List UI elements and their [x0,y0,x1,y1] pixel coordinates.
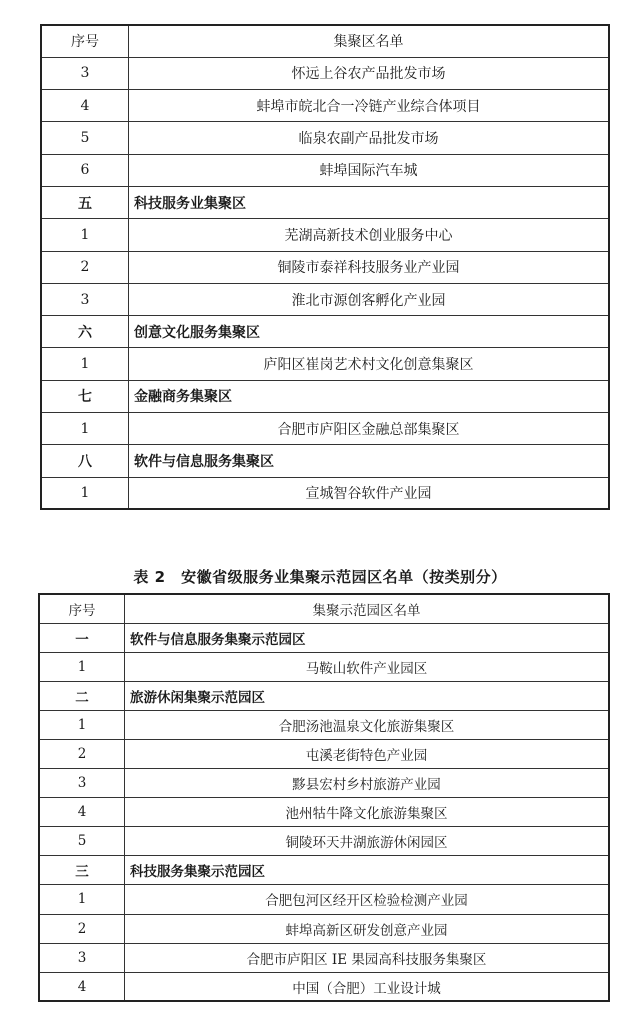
category-name: 金融商务集聚区 [129,380,610,412]
row-number: 4 [39,798,125,827]
demo-park-list-table [38,593,610,1002]
table-row [41,219,609,251]
park-name: 铜陵环天井湖旅游休闲园区 [125,827,610,856]
park-name: 池州牯牛降文化旅游集聚区 [125,798,610,827]
row-number: 一 [39,623,125,652]
category-row [39,856,609,885]
park-name: 蚌埠国际汽车城 [129,154,610,186]
table-row [41,477,609,509]
row-number: 3 [39,943,125,972]
table-row [41,154,609,186]
table-row [41,122,609,154]
park-name: 黟县宏村乡村旅游产业园 [125,769,610,798]
category-name: 创意文化服务集聚区 [129,316,610,348]
park-name: 铜陵市泰祥科技服务业产业园 [129,251,610,283]
category-name: 软件与信息服务集聚示范园区 [125,623,610,652]
cluster-list-table [40,24,610,510]
category-row [39,681,609,710]
row-number: 3 [39,769,125,798]
header-name: 集聚示范园区名单 [125,594,610,623]
category-name: 科技服务业集聚区 [129,186,610,218]
table-row [41,57,609,89]
park-name: 合肥市庐阳区金融总部集聚区 [129,413,610,445]
table-row [41,90,609,122]
row-number: 1 [41,477,129,509]
park-name: 庐阳区崔岗艺术村文化创意集聚区 [129,348,610,380]
row-number: 2 [39,739,125,768]
table-row [39,798,609,827]
park-name: 合肥市庐阳区 IE 果园高科技服务集聚区 [125,943,610,972]
row-number: 1 [41,348,129,380]
header-number: 序号 [39,594,125,623]
table-row [39,943,609,972]
table-row [41,413,609,445]
table-row [39,739,609,768]
row-number: 二 [39,681,125,710]
park-name: 怀远上谷农产品批发市场 [129,57,610,89]
park-name: 马鞍山软件产业园区 [125,652,610,681]
table-row [41,283,609,315]
table-row [39,827,609,856]
table-header-row [39,594,609,623]
table-row [39,914,609,943]
row-number: 1 [41,219,129,251]
park-name: 中国（合肥）工业设计城 [125,972,610,1001]
row-number: 6 [41,154,129,186]
table-row [39,652,609,681]
table-row [39,769,609,798]
row-number: 2 [41,251,129,283]
table-row [39,972,609,1001]
table-row [39,885,609,914]
category-row [41,186,609,218]
header-number: 序号 [41,25,129,57]
row-number: 八 [41,445,129,477]
park-name: 临泉农副产品批发市场 [129,122,610,154]
table-row [39,710,609,739]
row-number: 2 [39,914,125,943]
table-2-caption: 表 2 安徽省级服务业集聚示范园区名单（按类别分） [133,568,507,586]
row-number: 4 [39,972,125,1001]
table-row [41,348,609,380]
park-name: 屯溪老街特色产业园 [125,739,610,768]
park-name: 蚌埠高新区研发创意产业园 [125,914,610,943]
row-number: 3 [41,283,129,315]
row-number: 3 [41,57,129,89]
park-name: 芜湖高新技术创业服务中心 [129,219,610,251]
row-number: 5 [41,122,129,154]
row-number: 1 [39,652,125,681]
header-name: 集聚区名单 [129,25,610,57]
category-row [41,316,609,348]
row-number: 5 [39,827,125,856]
table-row [41,251,609,283]
row-number: 七 [41,380,129,412]
row-number: 1 [39,710,125,739]
park-name: 淮北市源创客孵化产业园 [129,283,610,315]
category-row [41,380,609,412]
category-name: 软件与信息服务集聚区 [129,445,610,477]
park-name: 宣城智谷软件产业园 [129,477,610,509]
park-name: 蚌埠市皖北合一冷链产业综合体项目 [129,90,610,122]
row-number: 1 [39,885,125,914]
row-number: 五 [41,186,129,218]
row-number: 三 [39,856,125,885]
category-name: 旅游休闲集聚示范园区 [125,681,610,710]
row-number: 1 [41,413,129,445]
category-row [39,623,609,652]
table-header-row [41,25,609,57]
row-number: 六 [41,316,129,348]
park-name: 合肥包河区经开区检验检测产业园 [125,885,610,914]
category-name: 科技服务集聚示范园区 [125,856,610,885]
row-number: 4 [41,90,129,122]
category-row [41,445,609,477]
park-name: 合肥汤池温泉文化旅游集聚区 [125,710,610,739]
